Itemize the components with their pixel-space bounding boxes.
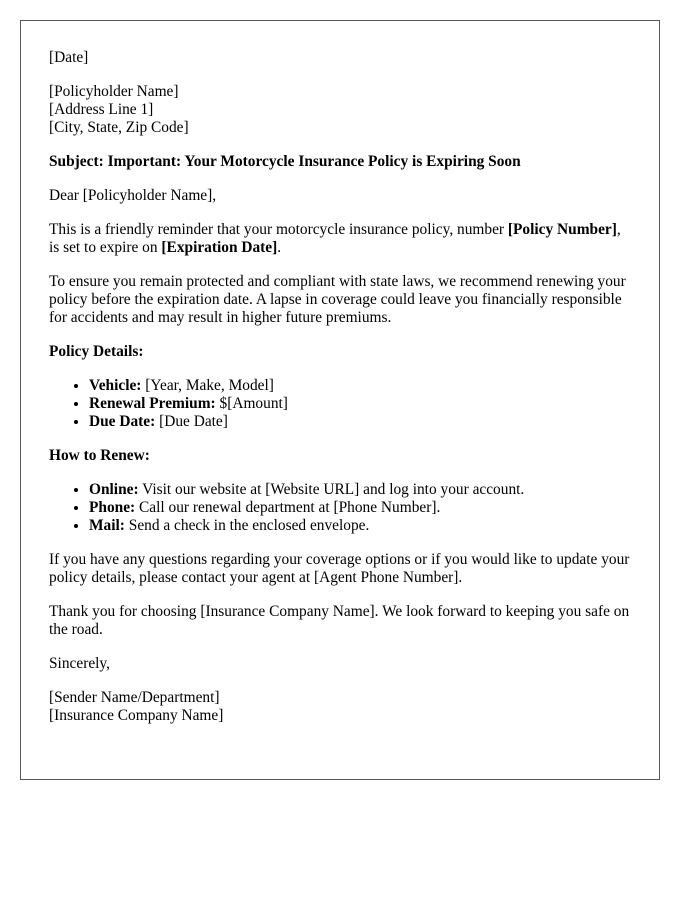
- renew-method-label: Online:: [89, 481, 139, 498]
- renewal-recommendation-paragraph: To ensure you remain protected and compliant with state laws, we recommend renewing your policy before the expiration date. A lapse in coverage could leave you financially responsible for accidents and may result in higher future premiums.: [49, 273, 626, 326]
- how-to-renew-heading: How to Renew:: [49, 447, 150, 464]
- renew-method-item: [89, 481, 631, 499]
- policy-detail-label: Renewal Premium:: [89, 395, 216, 412]
- letter-date: [Date]: [49, 49, 89, 66]
- policy-detail-label: Due Date:: [89, 413, 156, 430]
- letter-closing: Sincerely,: [49, 655, 110, 672]
- policy-detail-item: [89, 377, 631, 395]
- letter-subject: Subject: Important: Your Motorcycle Insurance Policy is Expiring Soon: [49, 153, 521, 170]
- renew-method-item: [89, 517, 631, 535]
- policy-detail-label: Vehicle:: [89, 377, 142, 394]
- expiration-date: [Expiration Date]: [161, 239, 278, 256]
- renew-method-value: Call our renewal department at [Phone Number].: [135, 499, 441, 516]
- renew-method-label: Mail:: [89, 517, 125, 534]
- questions-paragraph: If you have any questions regarding your coverage options or if you would like to update your policy details, please contact your agent at [Agent Phone Number].: [49, 551, 630, 586]
- reminder-paragraph: [49, 221, 631, 257]
- reminder-text-pre: This is a friendly reminder that your motorcycle insurance policy, number: [49, 221, 508, 238]
- policy-number: [Policy Number]: [507, 221, 617, 238]
- sender-name: [Sender Name/Department]: [49, 689, 220, 706]
- recipient-city-state-zip: [City, State, Zip Code]: [49, 119, 189, 136]
- letter-salutation: Dear [Policyholder Name],: [49, 187, 217, 204]
- policy-detail-value: $[Amount]: [215, 395, 288, 412]
- policy-detail-item: [89, 413, 631, 431]
- policy-detail-item: [89, 395, 631, 413]
- recipient-name: [Policyholder Name]: [49, 83, 179, 100]
- renew-method-label: Phone:: [89, 499, 136, 516]
- renew-method-value: Send a check in the enclosed envelope.: [124, 517, 370, 534]
- recipient-address: [49, 83, 631, 137]
- renew-method-item: [89, 499, 631, 517]
- policy-detail-value: [Due Date]: [155, 413, 228, 430]
- letter-page: [20, 20, 660, 780]
- recipient-address-line1: [Address Line 1]: [49, 101, 154, 118]
- policy-details-list: [49, 377, 631, 431]
- signature-block: [49, 689, 631, 725]
- thank-you-paragraph: Thank you for choosing [Insurance Company Name]. We look forward to keeping you safe on the road.: [49, 603, 630, 638]
- how-to-renew-list: [49, 481, 631, 535]
- policy-detail-value: [Year, Make, Model]: [141, 377, 274, 394]
- reminder-text-post: .: [277, 239, 282, 256]
- reminder-text-mid: , is set to expire on: [49, 221, 621, 256]
- renew-method-value: Visit our website at [Website URL] and log into your account.: [138, 481, 525, 498]
- sender-company: [Insurance Company Name]: [49, 707, 224, 724]
- policy-details-heading: Policy Details:: [49, 343, 144, 360]
